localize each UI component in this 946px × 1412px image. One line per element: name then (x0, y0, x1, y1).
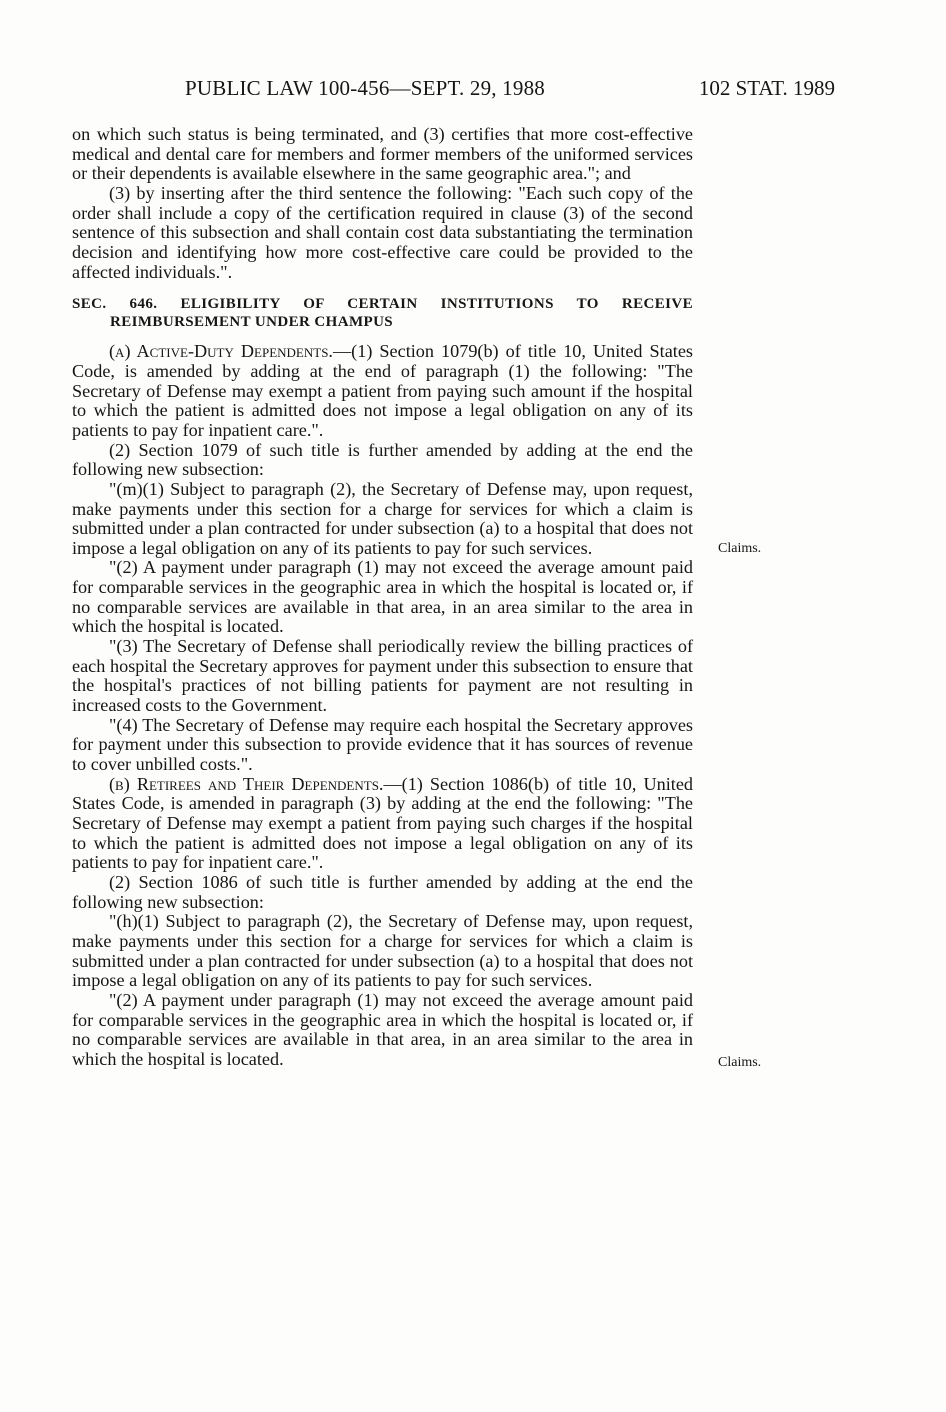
paragraph-m-1: "(m)(1) Subject to paragraph (2), the Secretary of Defense may, upon request, make payments under this section for a charge for services for which a claim is submitted under a plan contracted for under subsection (a) to a hospital that does not impose a legal obligation on any of its patients to pay for such services. (72, 478, 693, 558)
page-header (185, 76, 835, 100)
paragraph-amendment-3: (3) by inserting after the third sentence the following: "Each such copy of the order shall include a copy of the certification required in clause (3) of the second sentence of this subsection and shall contain cost data substantiating the termination decision and identifying how more cost-effective care could be provided to the affected individuals.". (72, 182, 693, 282)
subsection-a-heading: (a) Active-Duty Dependents. (109, 341, 333, 362)
paragraph-m-4: "(4) The Secretary of Defense may require each hospital the Secretary approves for payment under this subsection to provide evidence that it has sources of revenue to cover unbilled costs.". (72, 714, 693, 775)
subsection-a-text: —(1) Section 1079(b) of title 10, United States Code, is amended by adding at the end of paragraph (1) the following: "The Secretary of Defense may exempt a patient from paying such amount if the hospital to which the patient is admitted does not impose a legal obligation on any of its patients to pay for inpatient care.". (72, 341, 693, 440)
paragraph-b-2: (2) Section 1086 of such title is further amended by adding at the end the following new subsection: (72, 871, 693, 912)
paragraph-continued: on which such status is being terminated, and (3) certifies that more cost-effective medical and dental care for members and former members of the uniformed services or their dependents is available elsewhere in the same geographic area."; and (72, 124, 693, 184)
paragraph-subsection-b (72, 775, 693, 873)
paragraph-a-2: (2) Section 1079 of such title is further amended by adding at the end the following new subsection: (72, 439, 693, 480)
paragraph-h-2: "(2) A payment under paragraph (1) may not exceed the average amount paid for comparable services in the geographic area in which the hospital is located or, if no comparable services are available in that area, in an area similar to the area in which the hospital is located. (72, 989, 693, 1069)
section-heading: SEC. 646. ELIGIBILITY OF CERTAIN INSTITUTIONS TO RECEIVE REIMBURSEMENT UNDER CHAMPUS (72, 296, 693, 331)
body-text (72, 125, 693, 1070)
paragraph-m-3: "(3) The Secretary of Defense shall periodically review the billing practices of each hospital the Secretary approves for payment under this subsection to ensure that the hospital's practices of not billing patients for payment are not resulting in increased costs to the Government. (72, 636, 693, 716)
running-head: PUBLIC LAW 100-456—SEPT. 29, 1988 (185, 76, 545, 100)
margin-note-claims: Claims. (718, 1055, 762, 1070)
statute-page-number: 102 STAT. 1989 (698, 76, 835, 100)
paragraph-subsection-a (72, 342, 693, 440)
subsection-b-text: —(1) Section 1086(b) of title 10, United States Code, is amended in paragraph (3) by adding at the end the following: "The Secretary of Defense may exempt a patient from paying such charges if the hospital to which the patient is admitted does not impose a legal obligation on any of its patients to pay for inpatient care.". (72, 773, 693, 873)
paragraph-m-2: "(2) A payment under paragraph (1) may not exceed the average amount paid for comparable services in the geographic area in which the hospital is located or, if no comparable services are available in that area, in an area similar to the area in which the hospital is located. (72, 557, 693, 637)
paragraph-h-1: "(h)(1) Subject to paragraph (2), the Secretary of Defense may, upon request, make payments under this section for a charge for services for which a claim is submitted under a plan contracted for under subsection (a) to a hospital that does not impose a legal obligation on any of its patients to pay for such services. (72, 911, 693, 991)
margin-note-claims: Claims. (718, 541, 762, 556)
subsection-b-heading: (b) Retirees and Their Dependents. (109, 773, 384, 794)
